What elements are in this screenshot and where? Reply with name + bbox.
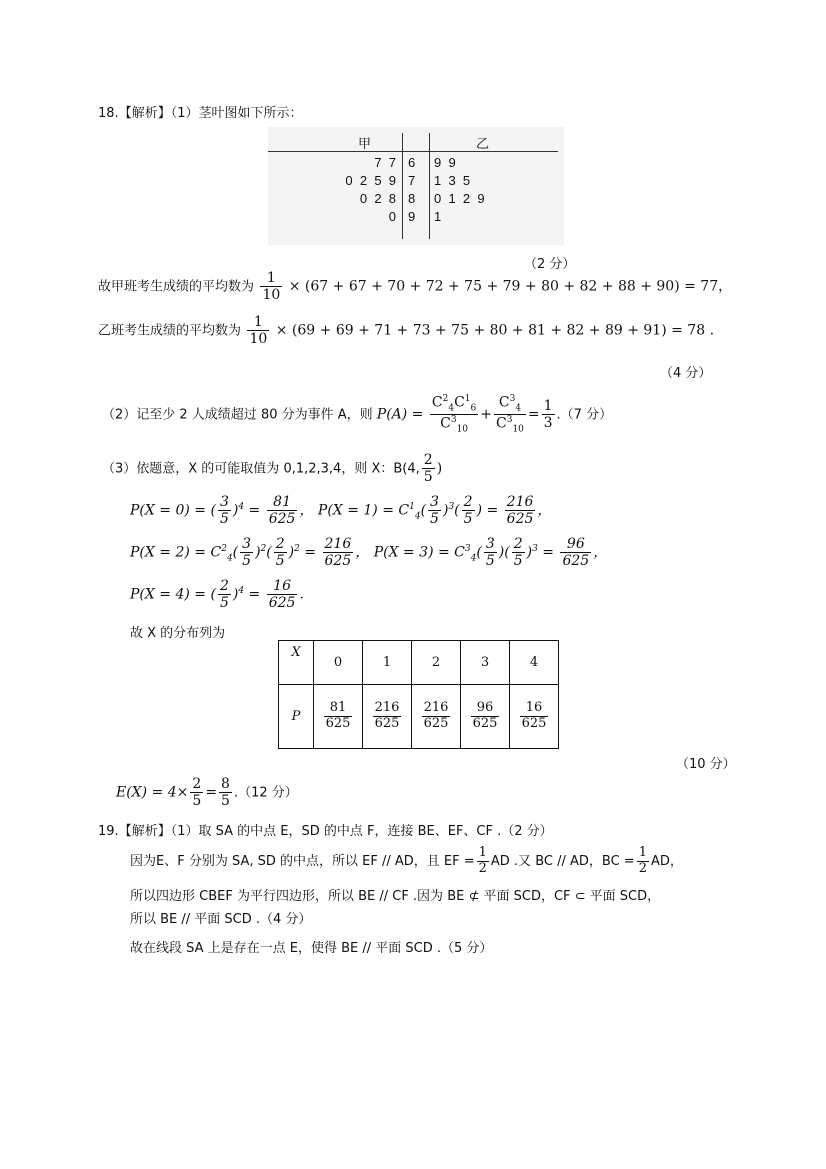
q19-line3: 所以四边形 CBEF 为平行四边形，所以 BE // CF .因为 BE ⊄ 平面 SCD，CF ⊂ 平面 SCD， bbox=[130, 889, 661, 904]
mean-b-line: 乙班考生成绩的平均数为 $\frac{1}{10}$ × (69 + 69 + 71 + 73 + 75 + 80 + 81 + 82 + 89 + 91) = 78 . bbox=[98, 314, 715, 348]
part3-line: （3）依题意，X 的可能取值为 0,1,2,3,4，则 X：B(4, $\frac{2}{5}$ ) bbox=[102, 452, 443, 486]
row-0-left: 7 7 bbox=[374, 155, 396, 170]
mean-b-expression: × (69 + 69 + 71 + 73 + 75 + 80 + 81 + 82 + 89 + 91) = 78 . bbox=[275, 322, 715, 339]
stem-leaf-vline-1 bbox=[402, 133, 403, 239]
q19-line2: 因为E、F 分别为 SA, SD 的中点，所以 EF // AD，且 EF = $\frac{1}{2}$ AD .又 BC // AD，BC = $\frac{1}{2}$ AD， bbox=[130, 845, 683, 876]
q19-line4: 所以 BE // 平面 SCD .（4 分） bbox=[130, 912, 312, 927]
score-10: （10 分） bbox=[676, 757, 736, 772]
score-4: （4 分） bbox=[660, 366, 712, 381]
dist-label: 故 X 的分布列为 bbox=[130, 626, 226, 641]
row-3-right: 1 bbox=[434, 209, 442, 224]
row-2-right: 0 1 2 9 bbox=[434, 191, 485, 206]
fraction-one-tenth: $\frac{1}{10}$ bbox=[249, 314, 268, 348]
p-x2-line: $P(X = 2) = C^2_4$( $\frac{3}{5}$ )$^2$( $\frac{2}{5}$ )$^2$ = $\frac{216}{625}$ ， $P(X = 3) = C^3_4$( $\frac{3}{5}$ )( $\frac{2}{5}$ )$^3$ = $\frac{96}{625}$ ， bbox=[130, 536, 608, 570]
part1-text: （1）茎叶图如下所示： bbox=[170, 106, 303, 121]
expectation-line: E(X) = 4× $\frac{2}{5}$ = $\frac{8}{5}$ .（12 分） bbox=[116, 776, 298, 810]
analysis-tag: 【解析】 bbox=[118, 106, 171, 121]
row-3-left: 0 bbox=[388, 209, 396, 224]
distribution-table bbox=[278, 640, 559, 749]
row-2-stem: 8 bbox=[408, 191, 416, 206]
table-row: X 0 1 2 3 4 bbox=[279, 641, 559, 685]
fraction-one-tenth: $\frac{1}{10}$ bbox=[262, 270, 281, 304]
row-0-stem: 6 bbox=[408, 155, 416, 170]
part2-line: （2）记至少 2 人成绩超过 80 分为事件 A，则 P(A) = $\frac{C^2_4C^1_6}{C^3_{10}}$ + $\frac{C^3_4}{C^3_{10}}$ = $\frac{1}{3}$ .（7 分） bbox=[102, 394, 613, 435]
row-1-left: 0 2 5 9 bbox=[345, 173, 396, 188]
question-number: 18. bbox=[98, 106, 119, 121]
stem-leaf-header-right: 乙 bbox=[476, 136, 490, 151]
p-x4-line: P(X = 4) = ( $\frac{2}{5}$ )$^4$ = $\frac{16}{625}$ . bbox=[130, 578, 304, 612]
mean-a-line: 故甲班考生成绩的平均数为 $\frac{1}{10}$ × (67 + 67 + 70 + 72 + 75 + 79 + 80 + 82 + 88 + 90) = 77， bbox=[98, 270, 733, 304]
stem-leaf-plot bbox=[268, 127, 564, 245]
stem-leaf-header-left: 甲 bbox=[358, 136, 372, 151]
score-2: （2 分） bbox=[524, 257, 576, 272]
row-1-right: 1 3 5 bbox=[434, 173, 471, 188]
row-1-stem: 7 bbox=[408, 173, 416, 188]
row-2-left: 0 2 8 bbox=[359, 191, 396, 206]
q18-header bbox=[98, 102, 302, 121]
stem-leaf-hline bbox=[268, 151, 558, 152]
table-row: P $\frac{81}{625}$ $\frac{216}{625}$ $\frac{216}{625}$ $\frac{96}{625}$ $\frac{16}{625}$ bbox=[279, 685, 559, 749]
q19-line5: 故在线段 SA 上是存在一点 E，使得 BE // 平面 SCD .（5 分） bbox=[130, 941, 493, 956]
row-0-right: 9 9 bbox=[434, 155, 456, 170]
q19-line1: 19.【解析】（1）取 SA 的中点 E，SD 的中点 F，连接 BE、EF、CF .（2 分） bbox=[98, 824, 553, 839]
stem-leaf-vline-2 bbox=[429, 133, 430, 239]
row-3-stem: 9 bbox=[408, 209, 416, 224]
mean-a-expression: × (67 + 67 + 70 + 72 + 75 + 79 + 80 + 82 + 88 + 90) = 77， bbox=[288, 278, 733, 295]
p-x0-line: P(X = 0) = ( $\frac{3}{5}$ )$^4$ = $\frac{81}{625}$ ， $P(X = 1) = C^1_4$( $\frac{3}{5}$ )$^3$( $\frac{2}{5}$ ) = $\frac{216}{625}$ ， bbox=[130, 494, 552, 528]
